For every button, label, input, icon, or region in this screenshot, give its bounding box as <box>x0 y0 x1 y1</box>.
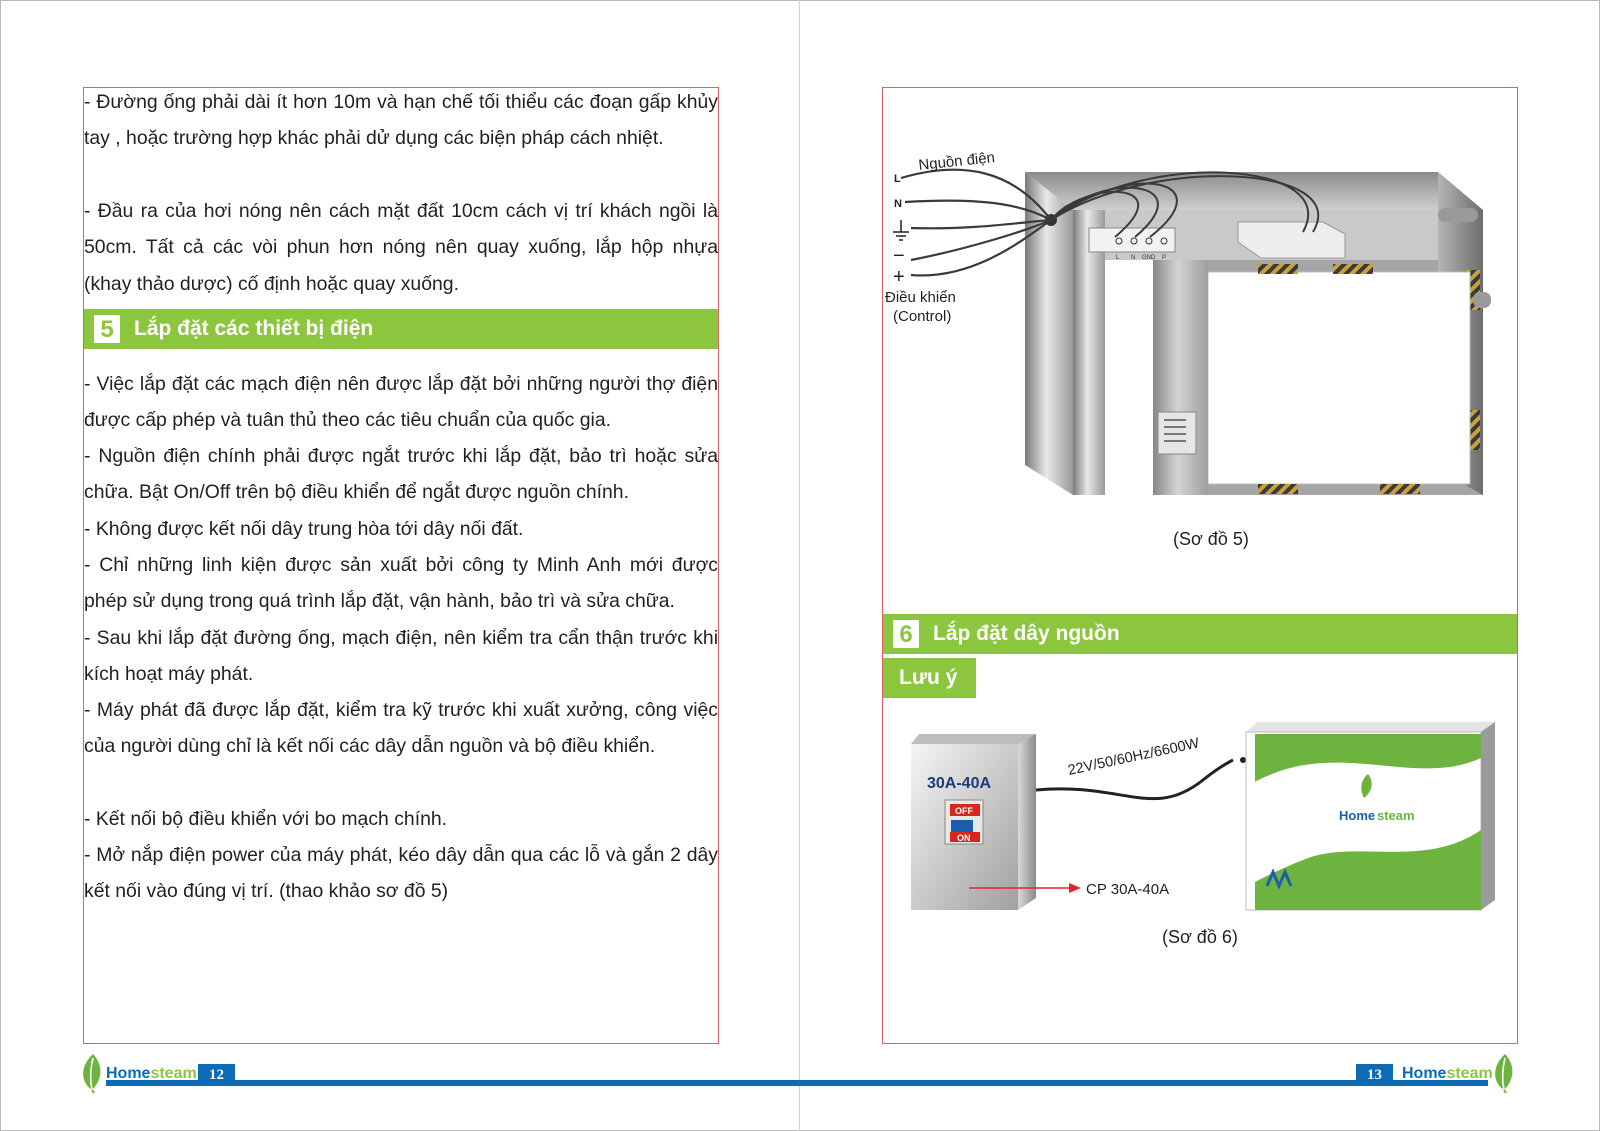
paragraph-connect-controller: - Kết nối bộ điều khiển với bo mạch chính. <box>84 808 448 830</box>
paragraph-factory-tested: - Máy phát đã được lắp đặt, kiểm tra kỹ trước khi xuất xưởng, công việc của người dùng chỉ là kết nối các dây dẫn nguồn và bộ điều khiển. <box>84 699 718 758</box>
switch-on-label: ON <box>957 833 971 843</box>
paragraph-disconnect-power: - Nguồn điện chính phải được ngắt trước khi lắp đặt, bảo trì hoặc sửa chữa. Bật On/Off trên bộ điều khiển để ngắt được nguồn chính. <box>84 445 718 504</box>
cp-arrow-head <box>1069 883 1081 893</box>
switch-off-label: OFF <box>955 806 973 816</box>
pipe-fitting-2 <box>1473 292 1491 308</box>
brand-right-part2: steam <box>1446 1065 1493 1082</box>
section-6-title: Lắp đặt dây nguồn <box>933 622 1120 645</box>
hazard-stripe-bottom-1 <box>1258 484 1298 494</box>
device-brand-1: Home <box>1339 808 1376 823</box>
section-6-number: 6 <box>893 620 919 648</box>
cable-spec: 22V/50/60Hz/6600W <box>1066 735 1201 779</box>
terminal-block <box>1089 228 1175 252</box>
hazard-stripe-bottom-2 <box>1380 484 1420 494</box>
footer-rule <box>106 1080 1488 1086</box>
brand-left-part1: Home <box>106 1065 151 1082</box>
label-power-source: Nguồn điện <box>917 149 996 174</box>
hazard-stripe-top-1 <box>1258 264 1298 274</box>
paragraph-steam-outlet: - Đầu ra của hơi nóng nên cách mặt đất 10cm cách vị trí khách ngồi là 50cm. Tất cả các vòi phun hơn nóng nên quay xuống, lắp hộp nhựa (khay thảo dược) cố định hoặc quay xuống. <box>84 200 718 295</box>
paragraph-open-cover: - Mở nắp điện power của máy phát, kéo dây dẫn qua các lỗ và gắn 2 dây kết nối vào đúng vị trí. (thao khảo sơ đồ 5) <box>84 844 718 903</box>
page-number-right: 13 <box>1356 1064 1393 1086</box>
section-5-number: 5 <box>94 315 120 343</box>
page-number-left: 12 <box>198 1064 235 1086</box>
inner-left-column <box>1153 260 1208 495</box>
breaker-rating: 30A-40A <box>927 775 992 792</box>
hazard-stripe-top-2 <box>1333 264 1373 274</box>
cp-label: CP 30A-40A <box>1086 881 1170 898</box>
breaker-box-side <box>1018 734 1036 910</box>
control-box <box>1238 222 1345 258</box>
terminal-label-P: P <box>1162 255 1167 261</box>
paragraph-components: - Chỉ những linh kiện được sản xuất bởi công ty Minh Anh mới được phép sử dụng trong quá trình lắp đặt, vận hành, bảo trì và sửa chữa. <box>84 554 718 613</box>
footer-brand-right <box>1402 1064 1493 1084</box>
terminal-label-GND: GND <box>1142 255 1156 261</box>
label-wire-N: N <box>894 198 902 210</box>
label-control: Điều khiển <box>885 289 956 306</box>
book-spine <box>799 0 800 1131</box>
device-brand-2: steam <box>1377 808 1415 823</box>
terminal-label-L: L <box>1116 255 1120 261</box>
wiring-diagram-6 <box>883 720 1517 920</box>
caption-diagram-6: (Sơ đồ 6) <box>1162 927 1238 947</box>
enclosure-left-front <box>1073 210 1105 495</box>
leaf-logo-left-icon <box>78 1052 108 1094</box>
device-side <box>1481 722 1495 910</box>
caption-diagram-5: (Sơ đồ 5) <box>1173 529 1249 549</box>
brand-left-part2: steam <box>150 1065 197 1082</box>
brand-right-part1: Home <box>1402 1065 1447 1082</box>
section-6-header <box>883 614 1517 654</box>
inner-white-panel <box>1208 272 1470 484</box>
ground-symbol-icon <box>893 220 909 240</box>
label-wire-L: L <box>894 173 901 185</box>
minus-symbol-icon: − <box>893 245 905 267</box>
paragraph-neutral-ground: - Không được kết nối dây trung hòa tới dây nối đất. <box>84 518 524 540</box>
section-5-header <box>84 309 718 349</box>
breaker-box-top <box>911 734 1036 744</box>
plus-symbol-icon: + <box>893 266 905 288</box>
note-label-text: Lưu ý <box>899 666 958 689</box>
wiring-diagram-5 <box>883 140 1517 515</box>
power-cable <box>1036 760 1233 799</box>
footer-brand-left <box>106 1064 197 1084</box>
device-top <box>1246 722 1495 732</box>
paragraph-check-before: - Sau khi lắp đặt đường ống, mạch điện, nên kiểm tra cẩn thận trước khi kích hoạt máy phát. <box>84 627 718 686</box>
terminal-label-N: N <box>1131 255 1136 261</box>
note-label <box>883 658 976 698</box>
breaker-switch <box>945 800 983 844</box>
label-control-en: (Control) <box>893 308 952 325</box>
section-5-title: Lắp đặt các thiết bị điện <box>134 317 374 340</box>
paragraph-licensed-electrician: - Việc lắp đặt các mạch điện nên được lắp đặt bởi những người thợ điện được cấp phép và tuân thủ theo các tiêu chuẩn của quốc gia. <box>84 373 718 432</box>
pipe-fitting-1 <box>1438 208 1478 222</box>
leaf-logo-right-icon <box>1490 1052 1520 1094</box>
paragraph-pipe-length: - Đường ống phải dài ít hơn 10m và hạn chế tối thiểu các đoạn gấp khủy tay , hoặc trường hợp khác phải dử dụng các biện pháp cách nhiệt. <box>84 91 718 150</box>
